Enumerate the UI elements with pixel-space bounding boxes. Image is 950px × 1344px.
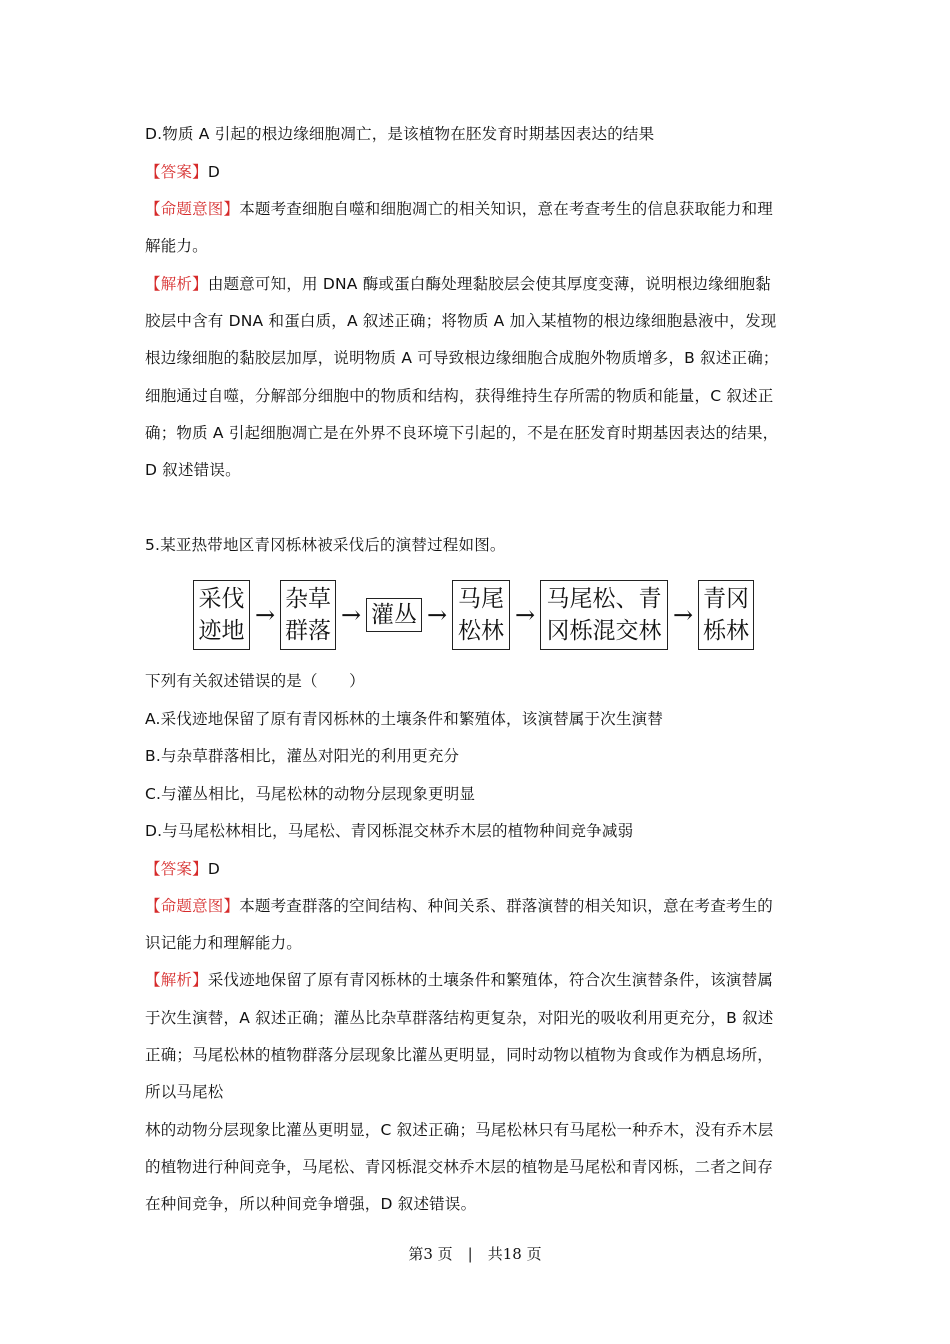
intent-tag: 【命题意图】 [145, 200, 240, 218]
flow-box-text: 群落 [285, 618, 331, 644]
q5-intent-cont: 识记能力和理解能力。 [145, 934, 303, 952]
succession-diagram [193, 580, 754, 650]
flow-box-cleared-land [193, 580, 250, 650]
q4-intent-cont: 解能力。 [145, 237, 208, 255]
flow-arrow: → [254, 601, 276, 629]
flow-arrow: → [340, 601, 362, 629]
q4-analysis-line: 胶层中含有 DNA 和蛋白质，A 叙述正确；将物质 A 加入某植物的根边缘细胞悬液中，发现 [145, 312, 777, 330]
flow-box-pine-forest [452, 580, 510, 650]
q5-analysis-line: 所以马尾松 [145, 1083, 224, 1101]
flow-box-text: 冈栎混交林 [546, 618, 662, 644]
analysis-text: 由题意可知，用 DNA 酶或蛋白酶处理黏胶层会使其厚度变薄，说明根边缘细胞黏 [207, 275, 771, 293]
intent-text: 本题考查群落的空间结构、种间关系、群落演替的相关知识，意在考查考生的 [239, 897, 774, 915]
q5-option-d: D.与马尾松林相比，马尾松、青冈栎混交林乔木层的植物种间竞争减弱 [145, 822, 634, 840]
answer-value: D [207, 860, 220, 878]
flow-box-text: 迹地 [198, 618, 245, 644]
flow-box-text: 灌丛 [371, 602, 417, 628]
analysis-tag: 【解析】 [145, 275, 208, 293]
q4-option-d: D.物质 A 引起的根边缘细胞凋亡，是该植物在胚发育时期基因表达的结果 [145, 125, 655, 143]
q5-analysis-line: 于次生演替，A 叙述正确；灌丛比杂草群落结构更复杂，对阳光的吸收利用更充分，B 叙述 [145, 1009, 774, 1027]
flow-box-mixed-forest [540, 580, 668, 650]
q4-intent [145, 199, 773, 219]
flow-arrow: → [426, 601, 448, 629]
flow-box-text: 松林 [458, 618, 504, 644]
flow-box-weed-community [280, 580, 336, 650]
flow-box-text: 青冈 [703, 586, 749, 612]
flow-box-oak-forest [698, 580, 754, 650]
q5-option-b: B.与杂草群落相比，灌丛对阳光的利用更充分 [145, 747, 460, 765]
q4-analysis-line: 确；物质 A 引起细胞凋亡是在外界不良环境下引起的，不是在胚发育时期基因表达的结果， [145, 424, 779, 442]
answer-tag: 【答案】 [145, 163, 208, 181]
intent-text: 本题考查细胞自噬和细胞凋亡的相关知识，意在考查考生的信息获取能力和理 [239, 200, 774, 218]
q5-option-c: C.与灌丛相比，马尾松林的动物分层现象更明显 [145, 785, 476, 803]
flow-box-text: 栎林 [703, 618, 749, 644]
q5-option-a: A.采伐迹地保留了原有青冈栎林的土壤条件和繁殖体，该演替属于次生演替 [145, 710, 664, 728]
analysis-tag: 【解析】 [145, 971, 208, 989]
q5-answer [145, 859, 220, 879]
flow-box-text: 马尾松、青 [546, 586, 662, 612]
q4-analysis-line: 根边缘细胞的黏胶层加厚，说明物质 A 可导致根边缘细胞合成胞外物质增多，B 叙述正确； [145, 349, 779, 367]
flow-box-shrub [366, 598, 422, 632]
q5-analysis-line: 的植物进行种间竞争，马尾松、青冈栎混交林乔木层的植物是马尾松和青冈栎，二者之间存 [145, 1158, 774, 1176]
flow-box-text: 采伐 [198, 586, 245, 612]
q5-analysis-line: 正确；马尾松林的植物群落分层现象比灌丛更明显，同时动物以植物为食或作为栖息场所， [145, 1046, 774, 1064]
flow-arrow: → [672, 601, 694, 629]
q5-intent [145, 896, 773, 916]
analysis-text: 采伐迹地保留了原有青冈栎林的土壤条件和繁殖体，符合次生演替条件，该演替属 [207, 971, 774, 989]
q5-analysis [145, 970, 773, 990]
page-footer: 第3 页 | 共18 页 [408, 1245, 542, 1263]
flow-box-text: 杂草 [285, 586, 331, 612]
answer-tag: 【答案】 [145, 860, 208, 878]
q4-analysis-line: 细胞通过自噬，分解部分细胞中的物质和结构，获得维持生存所需的物质和能量，C 叙述正 [145, 387, 774, 405]
q5-analysis-line: 林的动物分层现象比灌丛更明显，C 叙述正确；马尾松林只有马尾松一种乔木，没有乔木层 [145, 1121, 774, 1139]
q4-answer [145, 162, 220, 182]
flow-arrow: → [514, 601, 536, 629]
q4-analysis [145, 274, 771, 294]
q5-question: 下列有关叙述错误的是（ ） [145, 672, 365, 690]
answer-value: D [207, 163, 220, 181]
q5-analysis-line: 在种间竞争，所以种间竞争增强，D 叙述错误。 [145, 1195, 477, 1213]
intent-tag: 【命题意图】 [145, 897, 240, 915]
q4-analysis-line: D 叙述错误。 [145, 461, 241, 479]
q5-stem: 5.某亚热带地区青冈栎林被采伐后的演替过程如图。 [145, 536, 506, 554]
flow-box-text: 马尾 [458, 586, 504, 612]
